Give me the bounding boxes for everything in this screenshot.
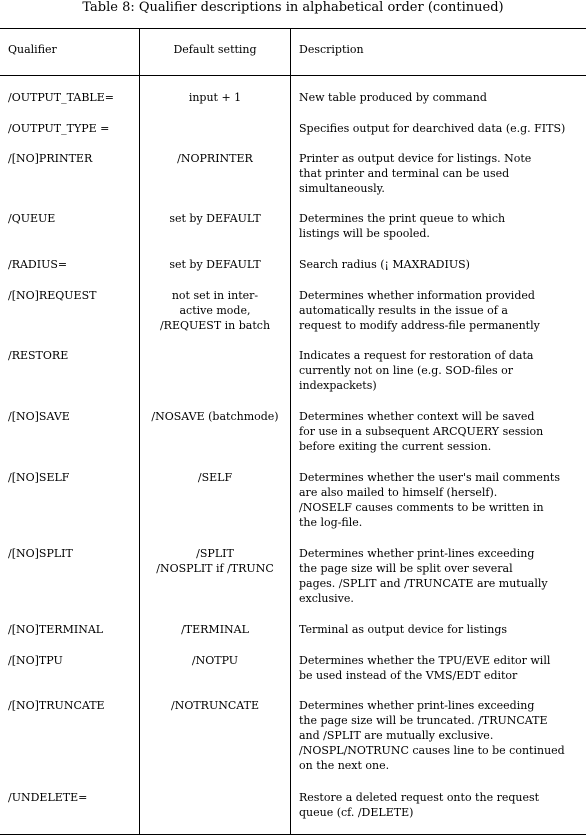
description-cell: Determines whether information provided automatically results in the issue of a request to modify address-file permanently: [299, 289, 540, 332]
description-cell: Search radius (¡ MAXRADIUS): [299, 258, 470, 271]
column-divider-2: [290, 28, 291, 835]
default-setting-cell: not set in inter- active mode, /REQUEST in batch: [159, 289, 271, 332]
description-cell: Determines the print queue to which listings will be spooled.: [299, 212, 506, 240]
description-cell: Determines whether the user's mail comments are also mailed to himself (herself). /NOSELF causes comments to be written in the log-file.: [299, 471, 560, 529]
description-cell: Terminal as output device for listings: [299, 623, 508, 636]
qualifier-cell: /QUEUE: [8, 212, 56, 225]
header-default-setting: Default setting: [173, 43, 257, 56]
default-setting-cell: /NOPRINTER: [177, 152, 253, 165]
qualifier-cell: /RESTORE: [8, 349, 69, 362]
column-divider-1: [139, 28, 140, 835]
description-cell: Indicates a request for restoration of data currently not on line (e.g. SOD-files or indexpackets): [299, 349, 534, 392]
qualifier-cell: /[NO]TPU: [8, 654, 63, 667]
qualifier-cell: /[NO]TERMINAL: [8, 623, 104, 636]
default-setting-cell: /SELF: [197, 471, 233, 484]
qualifier-cell: /[NO]TRUNCATE: [8, 699, 105, 712]
table-caption: Table 8: Qualifier descriptions in alphabetical order (continued): [82, 0, 504, 15]
description-cell: Printer as output device for listings. Note that printer and terminal can be used simultaneously.: [299, 152, 532, 195]
qualifier-cell: /[NO]SAVE: [8, 410, 70, 423]
default-setting-cell: /SPLIT /NOSPLIT if /TRUNC: [156, 547, 274, 575]
qualifier-cell: /[NO]SPLIT: [8, 547, 73, 560]
description-cell: Determines whether print-lines exceeding the page size will be truncated. /TRUNCATE and /SPLIT are mutually exclusive. /NOSPL/NOTRUNC causes line to be continued on the next one.: [299, 699, 565, 772]
default-setting-cell: input + 1: [188, 91, 242, 104]
qualifier-cell: /UNDELETE=: [8, 791, 88, 804]
qualifier-cell: /RADIUS=: [8, 258, 68, 271]
qualifier-cell: /OUTPUT_TABLE=: [8, 91, 114, 104]
description-cell: New table produced by command: [299, 91, 487, 104]
qualifier-cell: /[NO]REQUEST: [8, 289, 97, 302]
default-setting-cell: /NOSAVE (batchmode): [151, 410, 279, 423]
header-qualifier: Qualifier: [8, 43, 57, 56]
qualifier-cell: /[NO]SELF: [8, 471, 70, 484]
table-bottom-rule: [0, 834, 586, 835]
description-cell: Restore a deleted request onto the request queue (cf. /DELETE): [299, 791, 540, 819]
qualifier-cell: /OUTPUT_TYPE =: [8, 122, 110, 135]
header-description: Description: [299, 43, 364, 56]
description-cell: Specifies output for dearchived data (e.g. FITS): [299, 122, 566, 135]
description-cell: Determines whether print-lines exceeding the page size will be split over several pages. /SPLIT and /TRUNCATE are mutually exclusive.: [299, 547, 548, 605]
table-top-rule: [0, 28, 586, 29]
default-setting-cell: set by DEFAULT: [169, 258, 261, 271]
qualifier-cell: /[NO]PRINTER: [8, 152, 93, 165]
default-setting-cell: set by DEFAULT: [169, 212, 261, 225]
header-rule: [0, 75, 586, 76]
description-cell: Determines whether context will be saved for use in a subsequent ARCQUERY session before exiting the current session.: [299, 410, 544, 453]
default-setting-cell: /NOTRUNCATE: [171, 699, 259, 712]
default-setting-cell: /NOTPU: [191, 654, 239, 667]
description-cell: Determines whether the TPU/EVE editor will be used instead of the VMS/EDT editor: [299, 654, 551, 682]
default-setting-cell: /TERMINAL: [181, 623, 249, 636]
